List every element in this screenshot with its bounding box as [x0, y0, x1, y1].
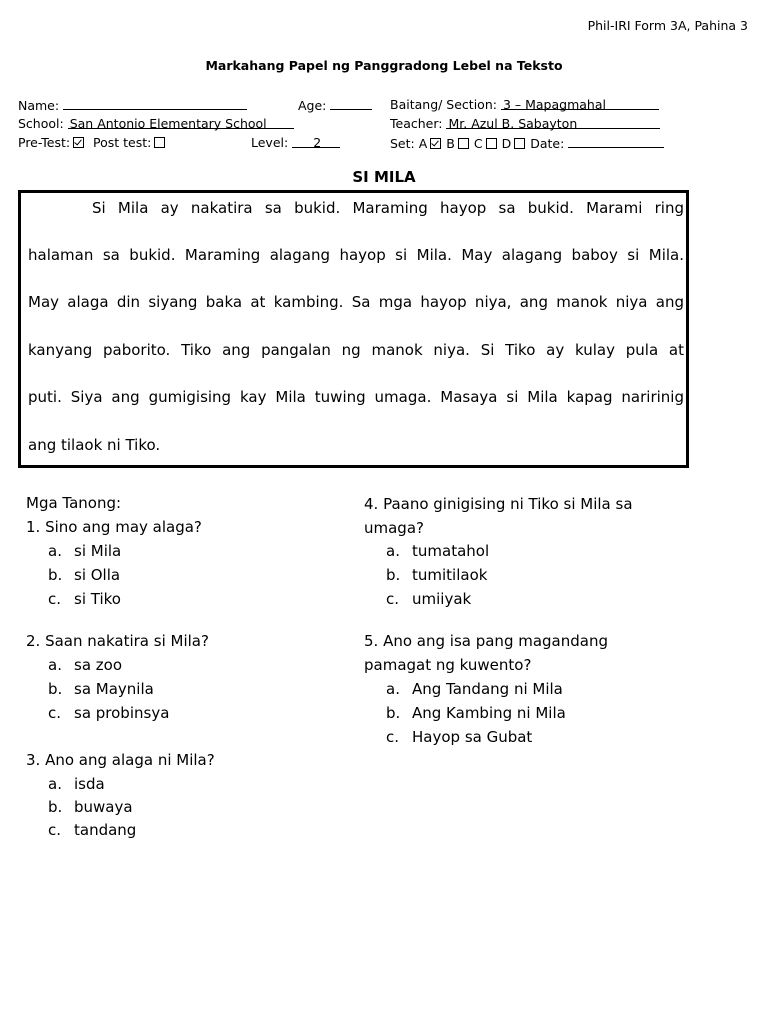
school-label: School:: [18, 116, 64, 131]
question-3-prompt: 3. Ano ang alaga ni Mila?: [26, 751, 215, 769]
option-text: Hayop sa Gubat: [412, 728, 533, 746]
question-2-option-a[interactable]: [48, 655, 122, 675]
set-date-field: [390, 133, 664, 153]
question-5-option-b[interactable]: [386, 703, 566, 723]
set-label: Set:: [390, 136, 415, 151]
document-title: Markahang Papel ng Panggradong Lebel na Teksto: [205, 58, 563, 73]
option-text: isda: [74, 775, 105, 793]
grade-section-value: 3 – Mapagmahal: [501, 95, 659, 110]
option-text: sa Maynila: [74, 680, 154, 698]
question-1-option-b[interactable]: [48, 565, 120, 585]
question-2-option-c[interactable]: [48, 703, 169, 723]
option-letter: a.: [386, 542, 400, 560]
school-value: San Antonio Elementary School: [68, 114, 294, 129]
age-field: [298, 95, 372, 115]
story-line: May alaga din siyang baka at kambing. Sa mga hayop niya, ang manok niya ang: [28, 293, 684, 311]
option-text: umiiyak: [412, 590, 472, 608]
question-3-option-c[interactable]: [48, 820, 136, 840]
option-letter: b.: [386, 704, 401, 722]
question-5-option-a[interactable]: [386, 679, 563, 699]
story-line: kanyang paborito. Tiko ang pangalan ng manok niya. Si Tiko ay kulay pula at: [28, 341, 684, 359]
posttest-checkbox[interactable]: [154, 137, 165, 148]
option-text: Ang Kambing ni Mila: [412, 704, 566, 722]
option-text: tumitilaok: [412, 566, 488, 584]
question-4-option-c[interactable]: [386, 589, 471, 609]
story-line: puti. Siya ang gumigising kay Mila tuwing umaga. Masaya si Mila kapag naririnig: [28, 388, 684, 406]
option-letter: b.: [386, 566, 401, 584]
question-4-option-a[interactable]: [386, 541, 489, 561]
grade-section-label: Baitang/ Section:: [390, 97, 497, 112]
age-value: [330, 95, 372, 110]
question-5-option-c[interactable]: [386, 727, 532, 747]
option-text: tumatahol: [412, 542, 490, 560]
option-text: buwaya: [74, 798, 133, 816]
option-letter: c.: [48, 821, 62, 839]
option-text: sa probinsya: [74, 704, 170, 722]
story-box: [18, 190, 689, 468]
option-text: si Tiko: [74, 590, 121, 608]
question-4-prompt-cont: umaga?: [364, 519, 424, 537]
option-text: si Olla: [74, 566, 121, 584]
set-b-checkbox[interactable]: [458, 138, 469, 149]
option-letter: c.: [48, 590, 62, 608]
school-field: [18, 114, 294, 133]
question-4-prompt: 4. Paano ginigising ni Tiko si Mila sa: [364, 495, 633, 513]
pretest-checkbox[interactable]: [73, 137, 84, 148]
date-label: Date:: [530, 136, 565, 151]
question-5-prompt: 5. Ano ang isa pang magandang: [364, 632, 608, 650]
set-a-checkbox[interactable]: [430, 138, 441, 149]
question-1-prompt: 1. Sino ang may alaga?: [26, 518, 202, 536]
name-label: Name:: [18, 98, 60, 113]
question-5-prompt-cont: pamagat ng kuwento?: [364, 656, 532, 674]
option-text: sa zoo: [74, 656, 123, 674]
option-text: tandang: [74, 821, 137, 839]
teacher-field: [390, 114, 660, 133]
set-b-label: B: [446, 136, 455, 151]
level-value: 2: [292, 133, 340, 148]
teacher-label: Teacher:: [390, 116, 443, 131]
date-value: [568, 133, 664, 148]
option-letter: c.: [48, 704, 62, 722]
story-title: SI MILA: [352, 168, 416, 186]
question-1-option-a[interactable]: [48, 541, 121, 561]
option-text: si Mila: [74, 542, 122, 560]
option-letter: b.: [48, 566, 63, 584]
question-3-option-a[interactable]: [48, 774, 105, 794]
form-id: Phil-IRI Form 3A, Pahina 3: [587, 18, 748, 33]
question-3-option-b[interactable]: [48, 797, 133, 817]
set-c-label: C: [473, 136, 483, 151]
pretest-label: Pre-Test:: [18, 135, 71, 150]
option-letter: b.: [48, 680, 63, 698]
test-type-field: [18, 133, 166, 152]
question-1-option-c[interactable]: [48, 589, 121, 609]
level-field: [251, 133, 340, 152]
question-4-option-b[interactable]: [386, 565, 487, 585]
story-line: ang tilaok ni Tiko.: [28, 436, 161, 454]
option-text: Ang Tandang ni Mila: [412, 680, 563, 698]
question-2-option-b[interactable]: [48, 679, 154, 699]
option-letter: c.: [386, 728, 400, 746]
option-letter: a.: [48, 542, 62, 560]
option-letter: c.: [386, 590, 400, 608]
posttest-label: Post test:: [93, 135, 152, 150]
question-2-prompt: 2. Saan nakatira si Mila?: [26, 632, 209, 650]
option-letter: b.: [48, 798, 63, 816]
story-line: halaman sa bukid. Maraming alagang hayop si Mila. May alagang baboy si Mila.: [28, 246, 684, 264]
questions-heading: Mga Tanong:: [26, 494, 122, 512]
option-letter: a.: [48, 775, 62, 793]
name-value: [63, 95, 247, 110]
set-d-label: D: [501, 136, 512, 151]
option-letter: a.: [48, 656, 62, 674]
option-letter: a.: [386, 680, 400, 698]
set-d-checkbox[interactable]: [514, 138, 525, 149]
age-label: Age:: [298, 98, 327, 113]
story-line: Si Mila ay nakatira sa bukid. Maraming hayop sa bukid. Marami ring: [92, 199, 684, 217]
teacher-value: Mr. Azul B. Sabayton: [446, 114, 660, 129]
grade-section-field: [390, 95, 659, 114]
set-a-label: A: [418, 136, 428, 151]
name-field: [18, 95, 247, 115]
level-label: Level:: [251, 135, 289, 150]
set-c-checkbox[interactable]: [486, 138, 497, 149]
